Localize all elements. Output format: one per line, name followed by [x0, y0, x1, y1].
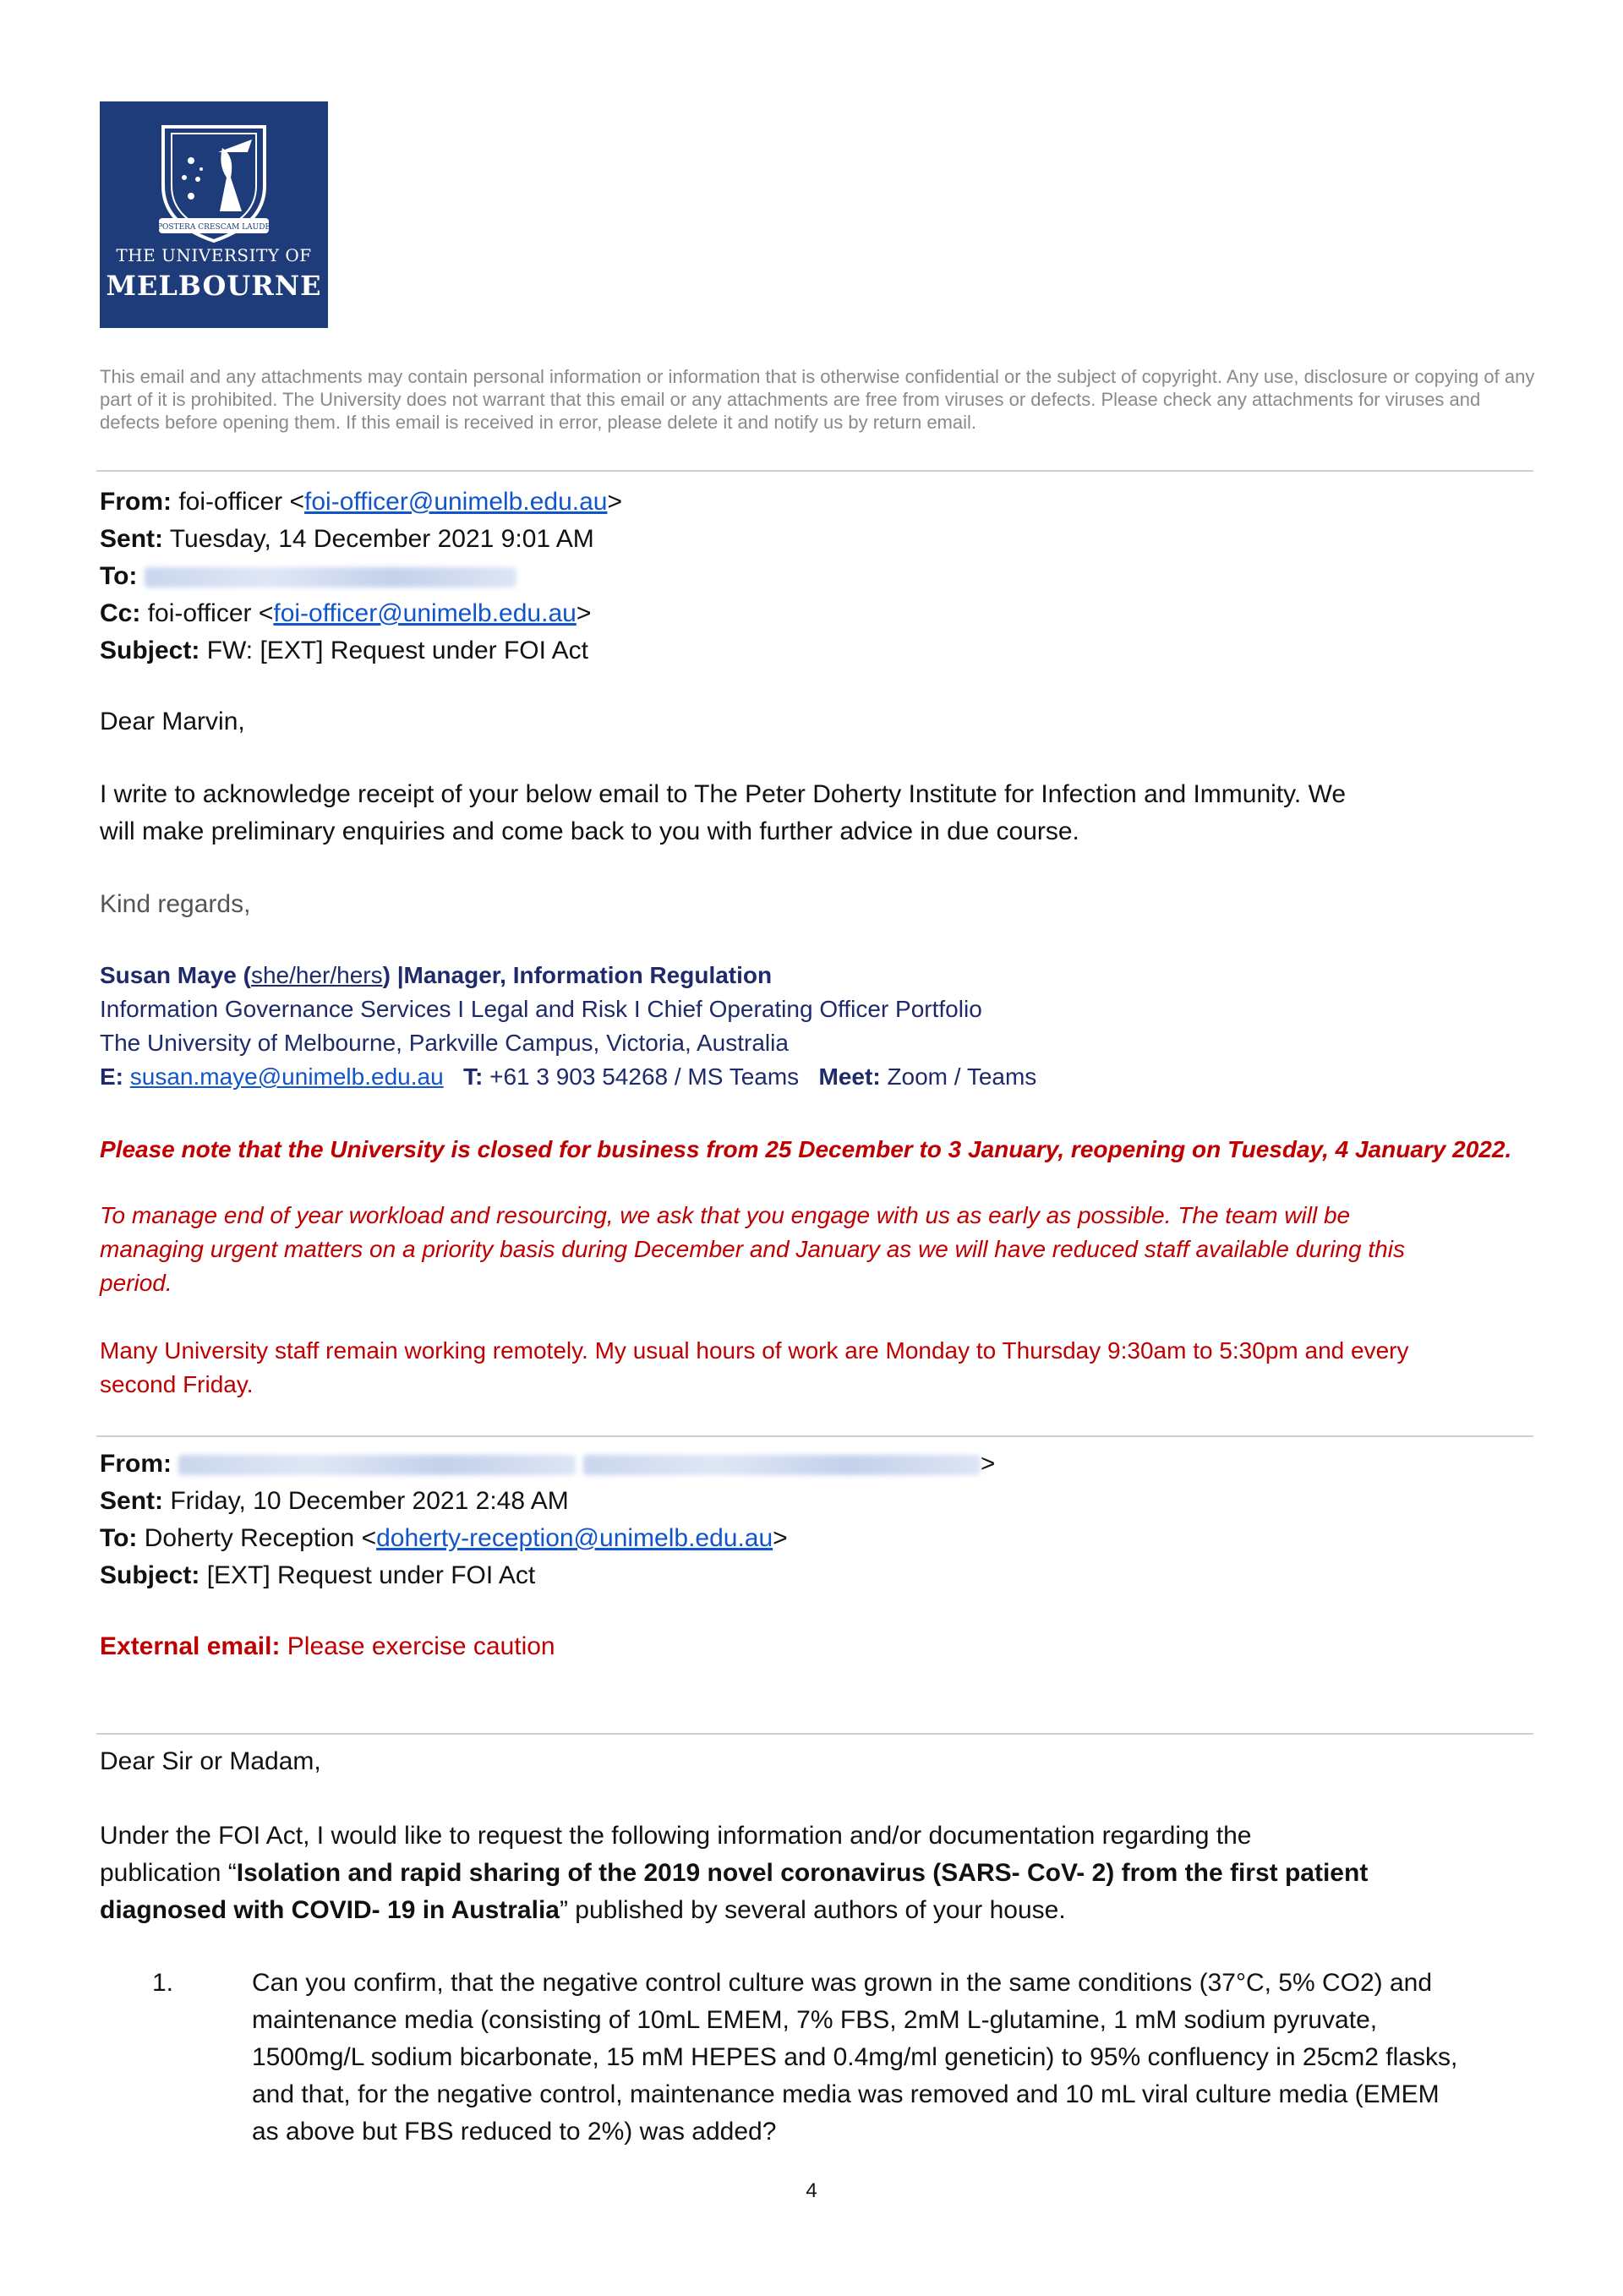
- email2-to-link[interactable]: doherty-reception@unimelb.edu.au: [376, 1524, 773, 1552]
- university-crest-icon: [142, 118, 286, 245]
- logo-line-1: THE UNIVERSITY OF: [116, 245, 312, 265]
- closure-notice: Please note that the University is closed for business from 25 December to 3 January, reopening on Tuesday, 4 January 2022.: [100, 1136, 1512, 1162]
- email1-subject: Subject: FW: [EXT] Request under FOI Act: [100, 637, 588, 664]
- email-disclaimer: This email and any attachments may contain personal information or information that is otherwise confidential or the subject of copyright. Any use, disclosure or copying of any part of it is prohibited. The University does not warrant that this email or any attachments are free from viruses or defects. Please check any attachments for viruses and defects before opening them. If this email is received in error, please delete it and notify us by return email.: [100, 366, 1535, 433]
- signature-email-link[interactable]: susan.maye@unimelb.edu.au: [129, 1063, 444, 1090]
- email1-body: I write to acknowledge receipt of your below email to The Peter Doherty Institute for Infection and Immunity. We will make preliminary enquiries and come back to you with further advice in due course.: [100, 780, 1347, 845]
- email2-sent: Sent: Friday, 10 December 2021 2:48 AM: [100, 1487, 569, 1515]
- redacted-sender-email: [583, 1455, 981, 1475]
- pronouns-link[interactable]: she/her/hers: [250, 962, 383, 988]
- university-logo: [100, 101, 328, 328]
- page-number: 4: [806, 2179, 817, 2202]
- question-number: 1.: [152, 1969, 174, 1997]
- workload-notice: To manage end of year workload and resourcing, we ask that you engage with us as early as possible. The team will be managing urgent matters on a priority basis during December and January as we will have reduced staff available during this period.: [100, 1202, 1405, 1296]
- email1-sent: Sent: Tuesday, 14 December 2021 9:01 AM: [100, 525, 594, 553]
- email1-signature: Susan Maye (she/her/hers) |Manager, Information Regulation Information Governance Services I Legal and Risk I Chief Operating Officer Portfolio The University of Melbourne, Parkville Campus, Victoria, Australia E: susan.maye@unimelb.edu.au T: +61 3 903 54268 / MS Teams Meet: Zoom / Teams: [100, 962, 1037, 1090]
- svg-text:POSTERA CRESCAM LAUDE: POSTERA CRESCAM LAUDE: [156, 223, 271, 232]
- divider: [96, 470, 1533, 472]
- question-text: Can you confirm, that the negative control culture was grown in the same conditions (37°C, 5% CO2) and maintenance media (consisting of 10mL EMEM, 7% FBS, 2mM L-glutamine, 1 mM sodium pyruvate, 1500mg/L sodium bicarbonate, 15 mM HEPES and 0.4mg/ml geneticin) to 95% confluency in 25cm2 flasks, and that, for the negative control, maintenance media was removed and 10 mL viral culture media (EMEM as above but FBS reduced to 2%) was added?: [252, 1969, 1458, 2146]
- question-list-item: [152, 1965, 1538, 2159]
- email1-header: [100, 484, 1537, 670]
- email1-from-link[interactable]: foi-officer@unimelb.edu.au: [304, 488, 608, 516]
- email2-to: To: Doherty Reception <doherty-reception@unimelb.edu.au>: [100, 1524, 788, 1552]
- divider: [96, 1435, 1533, 1437]
- remote-work-notice: Many University staff remain working remotely. My usual hours of work are Monday to Thursday 9:30am to 5:30pm and every second Friday.: [100, 1337, 1409, 1397]
- redacted-sender: [178, 1455, 576, 1475]
- external-email-banner: External email: Please exercise caution: [100, 1632, 555, 1660]
- logo-line-2: MELBOURNE: [106, 270, 322, 302]
- email1-from: From: foi-officer <foi-officer@unimelb.edu.au>: [100, 488, 622, 516]
- redacted-recipient: [145, 567, 516, 588]
- email2-greeting: Dear Sir or Madam,: [100, 1747, 321, 1775]
- email1-closing: Kind regards,: [100, 890, 251, 918]
- email2-header: [100, 1446, 1537, 1594]
- email2-subject: Subject: [EXT] Request under FOI Act: [100, 1561, 536, 1589]
- email1-to: To:: [100, 558, 1537, 595]
- email1-greeting: Dear Marvin,: [100, 708, 245, 735]
- email1-cc-link[interactable]: foi-officer@unimelb.edu.au: [273, 599, 577, 627]
- email2-intro: Under the FOI Act, I would like to request the following information and/or documentation regarding the publication “Isolation and rapid sharing of the 2019 novel coronavirus (SARS- CoV- 2) from the first patient diagnosed with COVID- 19 in Australia” published by several authors of your house.: [100, 1822, 1369, 1924]
- divider: [96, 1733, 1533, 1735]
- email2-from: From: >: [100, 1450, 996, 1478]
- email1-cc: Cc: foi-officer <foi-officer@unimelb.edu.au>: [100, 599, 592, 627]
